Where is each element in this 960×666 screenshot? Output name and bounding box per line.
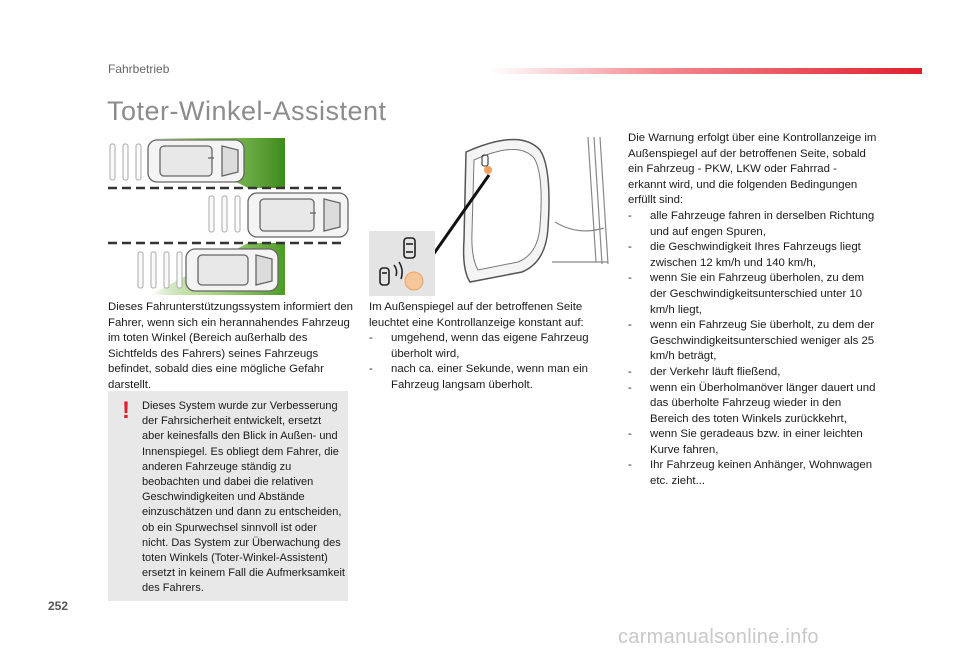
list-item: - wenn Sie geradeaus bzw. in einer leichten Kurve fahren,: [628, 427, 878, 458]
intro-paragraph: Dieses Fahrunterstützungssystem informiert den Fahrer, wenn sich ein herannahendes Fahrzeug im toten Winkel (Bereich außerhalb des Sichtfelds des Fahrers) seines Fahrzeugs befindet, sobald dies eine mögliche Gefahr darstellt.: [108, 301, 353, 391]
conditions-column: [628, 131, 878, 490]
indicator-inset-box: [369, 231, 435, 296]
list-item: - Ihr Fahrzeug keinen Anhänger, Wohnwagen etc. zieht...: [628, 458, 878, 489]
list-item: - wenn ein Überholmanöver länger dauert und das überholte Fahrzeug wieder in den Bereich des toten Winkels zurückkehrt,: [628, 381, 878, 428]
list-item: - nach ca. einer Sekunde, wenn man ein Fahrzeug langsam überholt.: [369, 362, 601, 393]
note-text: Dieses System wurde zur Verbesserung der Fahrsicherheit entwickelt, ersetzt aber keinesfalls den Blick in Außen- und Innenspiegel. Es obliegt dem Fahrer, die anderen Fahrzeuge ständig zu beobachten und dabei die relativen Geschwindigkeiten und Abstände einzuschätzen und dann zu entscheiden, ob ein Spurwechsel sinnvoll ist oder nicht. Das System zur Überwachung des toten Winkels (Toter-Winkel-Assistent) ersetzt in keinem Fall die Aufmerksamkeit des Fahrers.: [142, 400, 345, 595]
page-number: 252: [48, 599, 69, 613]
page-title: Toter-Winkel-Assistent: [107, 96, 387, 126]
conditions-intro: Die Warnung erfolgt über eine Kontrollanzeige im Außenspiegel auf der betroffenen Seite, sobald ein Fahrzeug - PKW, LKW oder Fahrrad - erkannt wird, und die folgenden Bedingungen erfüllt sind:: [628, 132, 877, 207]
list-item: - umgehend, wenn das eigene Fahrzeug überholt wird,: [369, 331, 601, 362]
indicator-light: [405, 272, 423, 290]
list-item: - wenn Sie ein Fahrzeug überholen, zu dem der Geschwindigkeitsunterschied unter 10 km/h liegt,: [628, 271, 878, 318]
mirror-description-list: [369, 331, 601, 393]
list-item: - wenn ein Fahrzeug Sie überholt, zu dem der Geschwindigkeitsunterschied weniger als 25 km/h beträgt,: [628, 318, 878, 365]
mirror-description-intro: Im Außenspiegel auf der betroffenen Seite leuchtet eine Kontrollanzeige konstant auf:: [369, 301, 584, 329]
mirror-glass: [472, 149, 541, 270]
mirror-description: [369, 300, 601, 394]
conditions-list: [628, 209, 878, 490]
section-label: Fahrbetrieb: [108, 62, 170, 76]
list-item: - der Verkehr läuft fließend,: [628, 365, 878, 381]
list-item: - die Geschwindigkeit Ihres Fahrzeugs liegt zwischen 12 km/h und 140 km/h,: [628, 240, 878, 271]
watermark: carmanualsonline.info: [618, 626, 819, 648]
warning-exclamation-icon: !: [122, 397, 130, 424]
list-item: - alle Fahrzeuge fahren in derselben Richtung und auf engen Spuren,: [628, 209, 878, 240]
note-box: [108, 391, 348, 601]
